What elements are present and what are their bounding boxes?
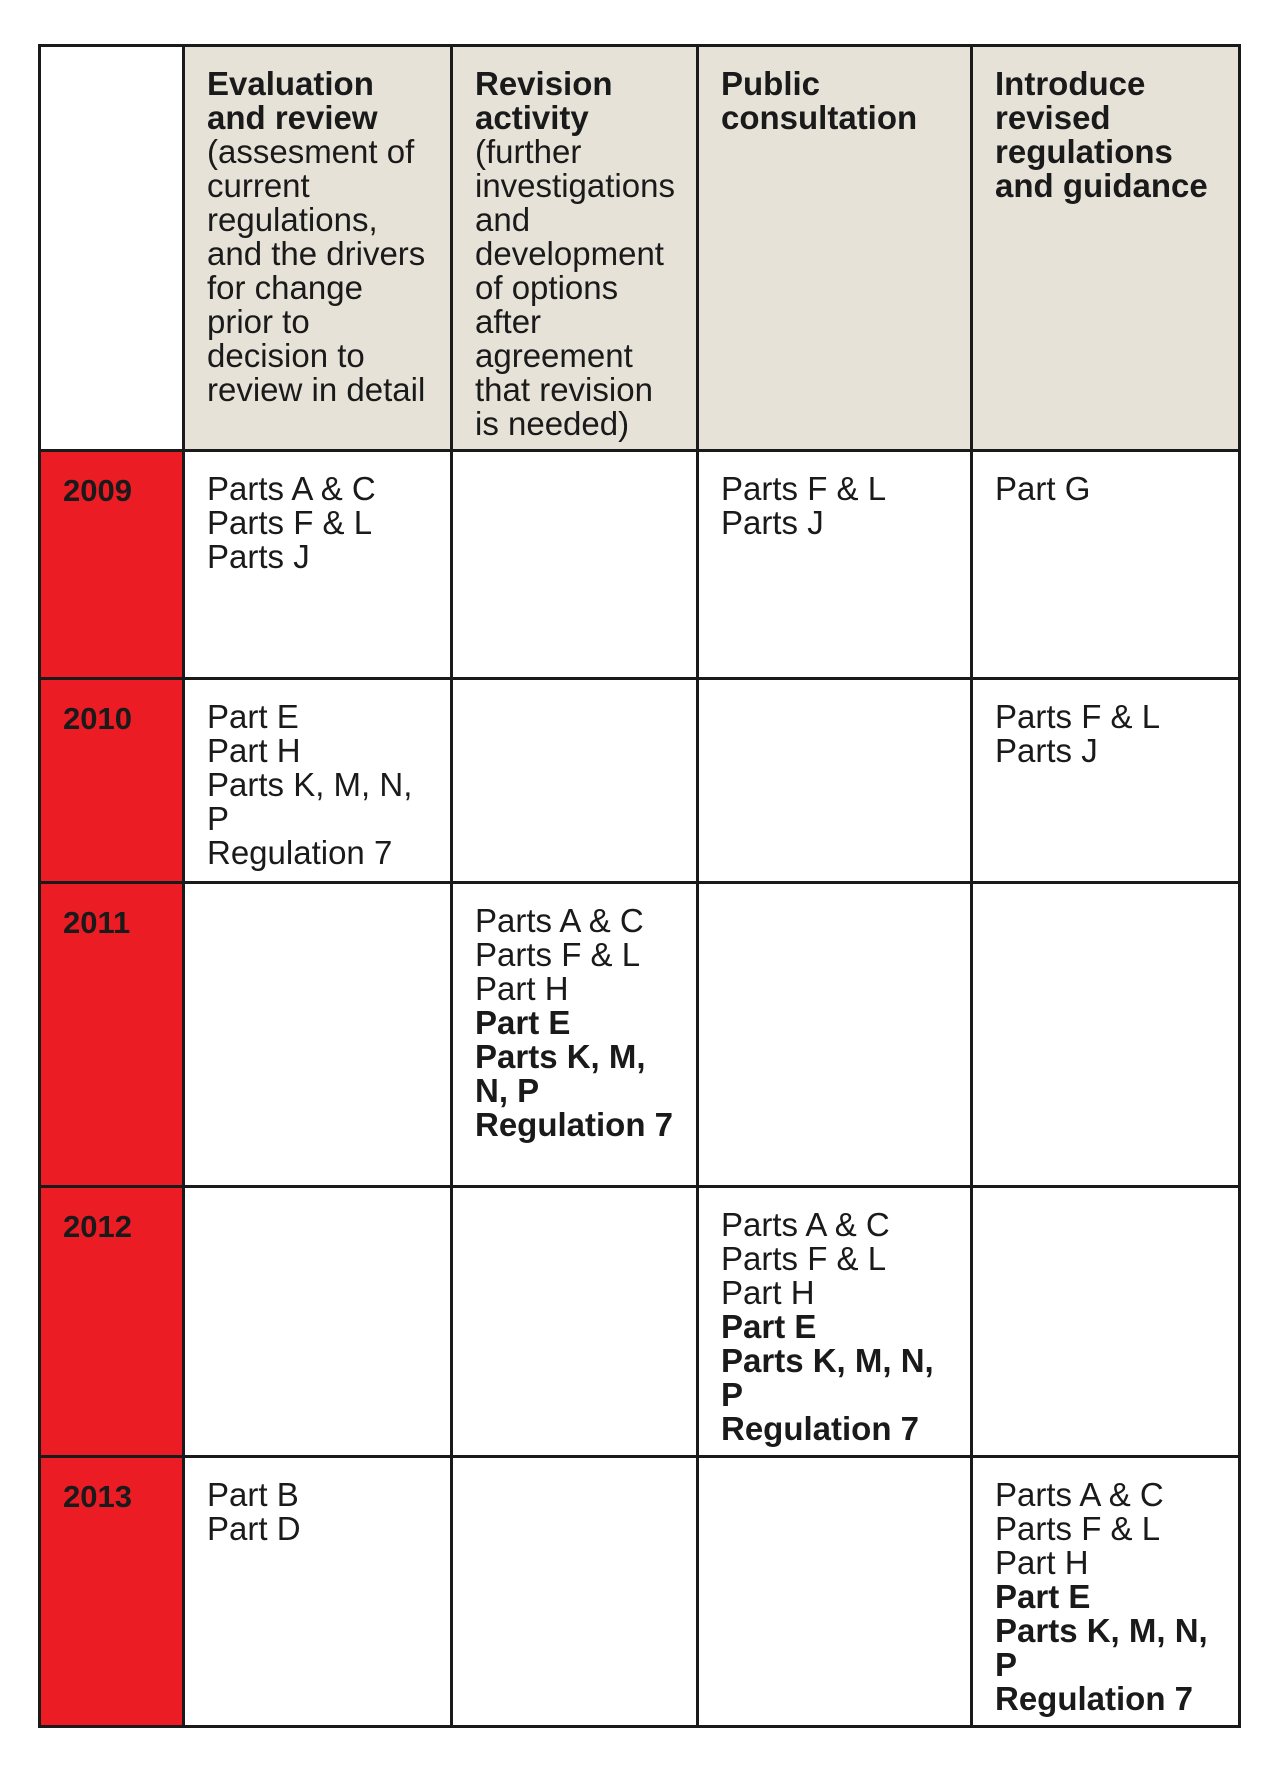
- header-row: [40, 46, 1240, 451]
- regulation-part-item: Part H: [207, 732, 301, 769]
- regulation-part-item: Parts A & C: [207, 470, 376, 507]
- column-description: (further investigations and development of options after agreement that revision is needed): [475, 133, 675, 442]
- regulation-part-item: Part H: [475, 970, 569, 1007]
- regulation-part-item: Parts A & C: [995, 1476, 1164, 1513]
- schedule-cell: [972, 451, 1240, 679]
- regulation-part-item: Parts K, M, N, P: [721, 1342, 934, 1413]
- schedule-cell: [698, 883, 972, 1187]
- year-cell: 2011: [40, 883, 184, 1187]
- schedule-cell: [972, 883, 1240, 1187]
- schedule-cell: [698, 1457, 972, 1727]
- schedule-cell: [972, 1457, 1240, 1727]
- schedule-cell: [698, 1187, 972, 1457]
- regulation-part-item: Part H: [995, 1544, 1089, 1581]
- year-cell: 2013: [40, 1457, 184, 1727]
- regulation-part-item: Part E: [995, 1578, 1091, 1615]
- schedule-cell: [698, 451, 972, 679]
- regulation-part-item: Part G: [995, 470, 1091, 507]
- regulation-part-item: Part B: [207, 1476, 299, 1513]
- regulation-part-item: Regulation 7: [995, 1680, 1194, 1717]
- regulation-part-item: Regulation 7: [721, 1410, 920, 1447]
- year-cell: 2010: [40, 679, 184, 883]
- schedule-cell: [184, 1187, 452, 1457]
- regulation-part-item: Parts A & C: [721, 1206, 890, 1243]
- regulation-part-item: Parts F & L: [721, 470, 887, 507]
- regulation-part-item: Part E: [207, 698, 299, 735]
- schedule-cell: [452, 1187, 698, 1457]
- table-row: [40, 451, 1240, 679]
- header-public-consultation: [698, 46, 972, 451]
- regulation-part-item: Parts F & L: [995, 1510, 1161, 1547]
- table-row: [40, 1187, 1240, 1457]
- table-body: [40, 451, 1240, 1727]
- regulation-part-item: Part E: [475, 1004, 571, 1041]
- regulation-part-item: Parts J: [995, 732, 1098, 769]
- table-row: [40, 883, 1240, 1187]
- column-title: Public consultation: [721, 65, 918, 136]
- table-row: [40, 679, 1240, 883]
- regulation-part-item: Part E: [721, 1308, 817, 1345]
- schedule-cell: [972, 679, 1240, 883]
- column-title: Evaluation and review: [207, 65, 378, 136]
- regulation-part-item: Parts K, M, N, P: [995, 1612, 1208, 1683]
- regulation-part-item: Regulation 7: [475, 1106, 674, 1143]
- header-introduce-revised-regulations: [972, 46, 1240, 451]
- year-cell: 2009: [40, 451, 184, 679]
- schedule-cell: [184, 679, 452, 883]
- regulation-part-item: Parts J: [207, 538, 310, 575]
- schedule-cell: [184, 883, 452, 1187]
- regulation-review-schedule-table: [38, 44, 1241, 1728]
- schedule-cell: [452, 451, 698, 679]
- regulation-part-item: Parts F & L: [207, 504, 373, 541]
- regulation-part-item: Parts A & C: [475, 902, 644, 939]
- year-cell: 2012: [40, 1187, 184, 1457]
- schedule-cell: [184, 451, 452, 679]
- regulation-part-item: Parts K, M, N, P: [475, 1038, 646, 1109]
- column-description: (assesment of current regulations, and the drivers for change prior to decision to review in detail: [207, 133, 426, 408]
- regulation-part-item: Parts F & L: [721, 1240, 887, 1277]
- column-title: Revision activity: [475, 65, 613, 136]
- column-title: Introduce revised regulations and guidance: [995, 65, 1208, 204]
- table-row: [40, 1457, 1240, 1727]
- regulation-part-item: Parts F & L: [475, 936, 641, 973]
- header-evaluation-review: [184, 46, 452, 451]
- regulation-part-item: Part D: [207, 1510, 301, 1547]
- regulation-part-item: Parts K, M, N, P: [207, 766, 413, 837]
- header-corner-cell: [40, 46, 184, 451]
- schedule-cell: [184, 1457, 452, 1727]
- schedule-cell: [452, 679, 698, 883]
- schedule-cell: [972, 1187, 1240, 1457]
- regulation-part-item: Part H: [721, 1274, 815, 1311]
- schedule-cell: [452, 1457, 698, 1727]
- schedule-cell: [452, 883, 698, 1187]
- schedule-cell: [698, 679, 972, 883]
- header-revision-activity: [452, 46, 698, 451]
- regulation-part-item: Parts F & L: [995, 698, 1161, 735]
- regulation-part-item: Parts J: [721, 504, 824, 541]
- regulation-part-item: Regulation 7: [207, 834, 393, 871]
